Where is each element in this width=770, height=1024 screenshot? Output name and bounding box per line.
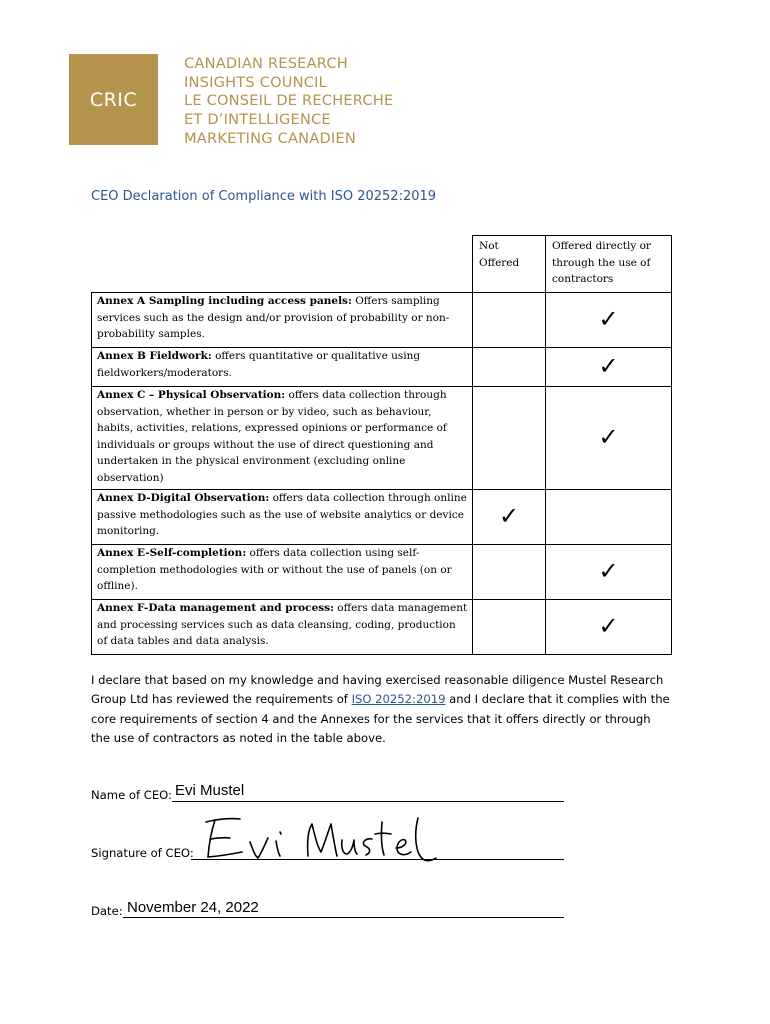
not-offered-cell: [473, 600, 546, 655]
cric-logo: [69, 54, 158, 145]
logo-text: CRIC: [89, 88, 138, 111]
signature-label: Signature of CEO:: [91, 846, 194, 860]
annex-text: offers data collection using self-completion methodologies with or without the use of panels (on or offline).: [97, 547, 452, 593]
annex-name: Annex D-Digital Observation:: [97, 492, 270, 504]
offered-cell: [546, 600, 672, 655]
declaration-text-after: and I declare that it complies with the core requirements of section 4 and the Annexes for the services that it offers directly or through the use of contractors as noted in the table above.: [91, 692, 670, 745]
annex-text: Offers sampling services such as the design and/or provision of probability or non-probability samples.: [97, 295, 450, 341]
annex-text: offers data management and processing services such as data cleansing, coding, production of data tables and data analysis.: [97, 602, 468, 648]
not-offered-cell: [473, 545, 546, 600]
table-row: [92, 490, 672, 545]
checkmark-icon: ✓: [598, 557, 619, 586]
annex-name: Annex B Fieldwork:: [97, 350, 212, 362]
document-title: CEO Declaration of Compliance with ISO 20252:2019: [91, 189, 437, 204]
table-header-row: [92, 236, 672, 293]
offered-cell: [546, 545, 672, 600]
checkmark-icon: ✓: [598, 423, 619, 452]
annex-name: Annex F-Data management and process:: [97, 602, 334, 614]
checkmark-icon: ✓: [598, 352, 619, 381]
organization-name: [184, 55, 393, 149]
annex-table: [91, 235, 672, 655]
checkmark-icon: ✓: [498, 502, 520, 531]
offered-cell: [546, 387, 672, 490]
annex-description: [92, 348, 473, 387]
declaration-paragraph: [91, 671, 671, 748]
table-row: [92, 293, 672, 348]
not-offered-cell: [473, 490, 546, 545]
name-label: Name of CEO:: [91, 788, 172, 802]
not-offered-cell: [473, 293, 546, 348]
annex-name: Annex E-Self-completion:: [97, 547, 247, 559]
org-line: MARKETING CANADIEN: [184, 129, 356, 147]
date-label: Date:: [91, 904, 123, 918]
table-row: [92, 387, 672, 490]
annex-text: offers data collection through online passive methodologies such as the use of website analytics or device monitoring.: [97, 492, 467, 538]
iso-standard-link[interactable]: ISO 20252:2019: [351, 692, 446, 707]
table-row: [92, 348, 672, 387]
annex-description: [92, 293, 473, 348]
handwritten-signature: [200, 812, 450, 867]
offered-cell: [546, 293, 672, 348]
checkmark-icon: ✓: [598, 612, 619, 641]
org-line: INSIGHTS COUNCIL: [184, 73, 327, 91]
annex-text: offers data collection through observation, whether in person or by video, such as behaviour, habits, activities, relations, expressed opinions or performance of individuals or groups without the use of direct questioning and undertaken in the physical environment (excluding online observation): [97, 389, 447, 484]
annex-description: [92, 545, 473, 600]
annex-description: [92, 387, 473, 490]
annex-description: [92, 490, 473, 545]
org-line: LE CONSEIL DE RECHERCHE: [184, 92, 394, 110]
org-line: ET D’INTELLIGENCE: [184, 111, 331, 129]
annex-text: offers quantitative or qualitative using fieldworkers/moderators.: [97, 350, 421, 379]
date-line: [123, 917, 564, 918]
date-value: November 24, 2022: [127, 899, 259, 916]
not-offered-cell: [473, 387, 546, 490]
name-value: Evi Mustel: [175, 782, 245, 799]
checkmark-icon: ✓: [598, 305, 619, 334]
table-row: [92, 545, 672, 600]
offered-cell: [546, 348, 672, 387]
offered-cell: [546, 490, 672, 545]
column-header-not-offered: Not Offered: [473, 236, 546, 293]
annex-name: Annex A Sampling including access panels:: [97, 295, 352, 307]
name-line: [172, 801, 564, 802]
declaration-text-before: I declare that based on my knowledge and having exercised reasonable diligence Mustel Research Group Ltd has reviewed the requirements of: [91, 673, 664, 707]
column-header-offered: Offered directly or through the use of contractors: [546, 236, 672, 293]
annex-description: [92, 600, 473, 655]
org-line: CANADIAN RESEARCH: [184, 55, 348, 72]
table-row: [92, 600, 672, 655]
header-blank-cell: [92, 236, 473, 293]
annex-name: Annex C – Physical Observation:: [97, 389, 286, 401]
not-offered-cell: [473, 348, 546, 387]
